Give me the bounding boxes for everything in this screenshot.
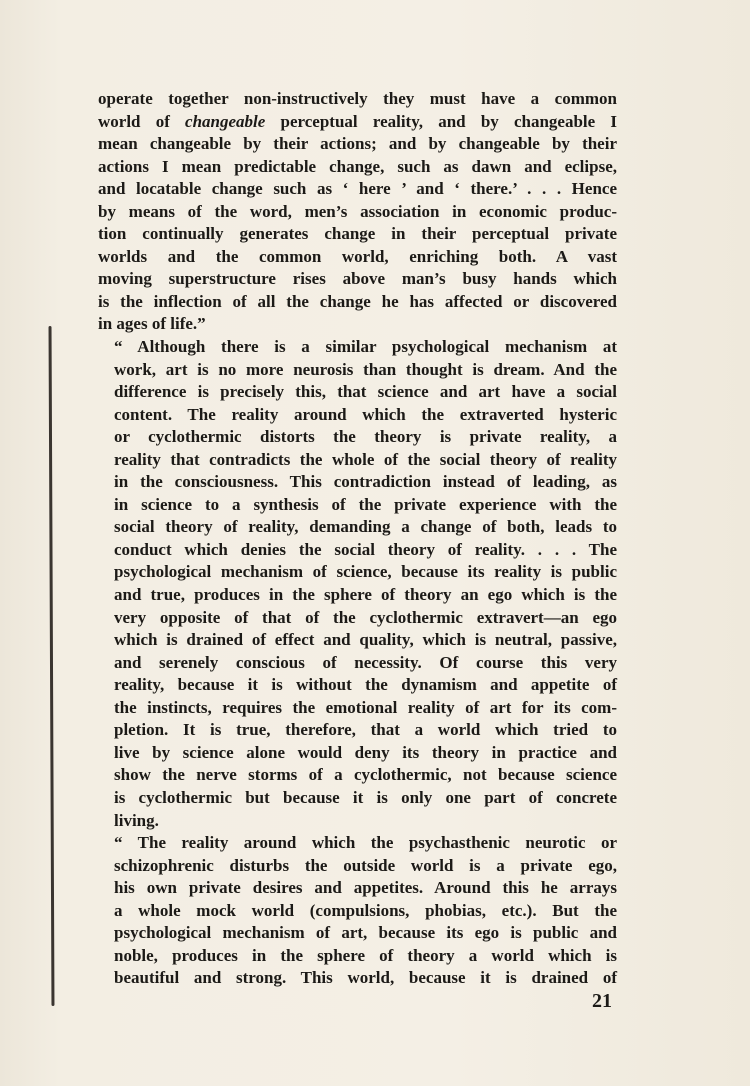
text-line: social theory of reality, demanding a change of both, leads to [114,517,617,537]
text-line: beautiful and strong. This world, because it is drained of [114,968,617,988]
text-line: noble, produces in the sphere of theory a world which is [114,945,617,965]
text-line: “ The reality around which the psychasthenic neurotic or [114,833,617,853]
paragraph-3 [98,832,617,990]
text-line [98,111,617,134]
text-line: moving superstructure rises above man’s busy hands which [98,269,617,289]
text-line: conduct which denies the social theory of reality. . . . The [114,539,617,559]
text-line-start: world of [98,111,186,131]
body-text [98,88,617,990]
paragraph-2 [98,336,617,832]
text-line: worlds and the common world, enriching both. A vast [98,246,617,266]
text-line: and locatable change such as ‘ here ’ and ‘ there.’ . . . Hence [98,179,617,199]
text-line: content. The reality around which the extraverted hysteric [114,404,617,424]
text-line: which is drained of effect and quality, which is neutral, passive, [114,630,617,650]
text-line: mean changeable by their actions; and by changeable by their [98,134,617,154]
text-line: is cyclothermic but because it is only one part of concrete [114,787,617,807]
text-line: difference is precisely this, that science and art have a social [114,382,617,402]
text-line: his own private desires and appetites. Around this he arrays [114,878,617,898]
text-line: in ages of life.” [98,314,206,334]
page-number: 21 [592,990,612,1012]
text-line: in science to a synthesis of the private experience with the [114,494,617,514]
text-line: psychological mechanism of science, because its reality is public [114,562,617,582]
text-line: living. [114,810,159,830]
text-line-end: perceptual reality, and by changeable I [265,111,617,131]
text-line: and true, produces in the sphere of theory an ego which is the [114,585,617,605]
margin-marker-line [49,326,55,1006]
text-line: work, art is no more neurosis than thought is dream. And the [114,359,617,379]
italic-word: changeable [185,111,266,131]
text-line: in the consciousness. This contradiction instead of leading, as [114,472,617,492]
text-line: the instincts, requires the emotional reality of art for its com- [114,697,617,717]
text-line: operate together non-instructively they must have a common [98,89,617,108]
text-line: very opposite of that of the cyclothermic extravert—an ego [114,607,617,627]
text-line: a whole mock world (compulsions, phobias, etc.). But the [114,900,617,920]
paragraph-1 [98,88,617,336]
text-line: “ Although there is a similar psychological mechanism at [114,337,617,357]
text-line: or cyclothermic distorts the theory is private reality, a [114,427,617,447]
text-line: reality that contradicts the whole of the social theory of reality [114,449,617,469]
text-line: actions I mean predictable change, such as dawn and eclipse, [98,156,617,176]
text-line: show the nerve storms of a cyclothermic, not because science [114,765,617,785]
text-line: reality, because it is without the dynamism and appetite of [114,675,617,695]
text-line: live by science alone would deny its theory in practice and [114,742,617,762]
text-line: and serenely conscious of necessity. Of course this very [114,652,617,672]
text-line: pletion. It is true, therefore, that a world which tried to [114,720,617,740]
text-line: is the inflection of all the change he has affected or discovered [98,291,617,311]
text-line: psychological mechanism of art, because its ego is public and [114,923,617,943]
text-line: tion continually generates change in their perceptual private [98,224,617,244]
text-line: schizophrenic disturbs the outside world is a private ego, [114,855,617,875]
text-line: by means of the word, men’s association in economic produc- [98,201,617,221]
